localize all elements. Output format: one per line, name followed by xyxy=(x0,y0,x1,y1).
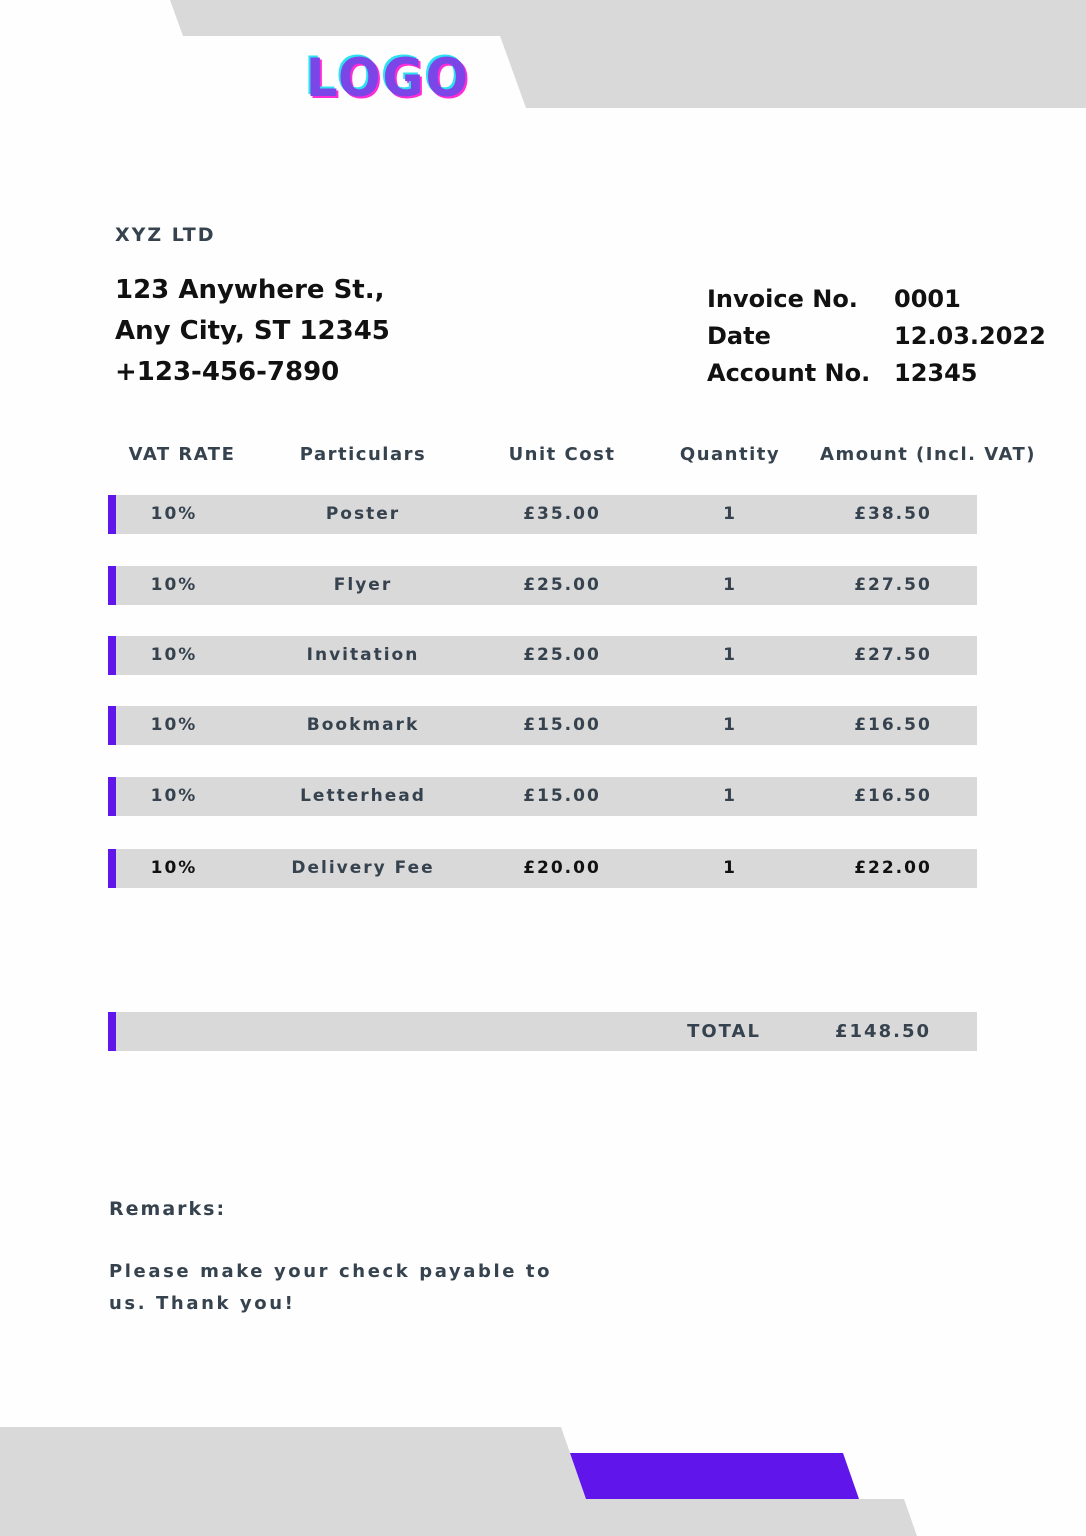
cell-amount: £27.50 xyxy=(854,575,932,595)
invoice-number-value: 0001 xyxy=(894,285,961,313)
cell-qty: 1 xyxy=(723,715,737,735)
cell-vat: 10% xyxy=(150,858,198,878)
cell-qty: 1 xyxy=(723,645,737,665)
phone-number: +123-456-7890 xyxy=(115,357,340,387)
invoice-date-value: 12.03.2022 xyxy=(894,322,1046,350)
invoice-date-label: Date xyxy=(707,322,771,350)
cell-qty: 1 xyxy=(723,786,737,806)
total-label: TOTAL xyxy=(687,1021,761,1042)
row-accent-bar xyxy=(108,849,116,888)
total-value: £148.50 xyxy=(835,1021,931,1042)
cell-amount: £27.50 xyxy=(854,645,932,665)
cell-particular: Poster xyxy=(325,504,401,524)
cell-unit-cost: £25.00 xyxy=(523,645,601,665)
cell-unit-cost: £20.00 xyxy=(523,858,601,878)
row-accent-bar xyxy=(108,636,116,675)
table-row xyxy=(108,706,977,745)
cell-vat: 10% xyxy=(150,645,198,665)
cell-unit-cost: £25.00 xyxy=(523,575,601,595)
header-amount: Amount (Incl. VAT) xyxy=(820,444,1036,465)
invoice-date-row xyxy=(707,318,1046,355)
cell-qty: 1 xyxy=(723,858,737,878)
invoice-meta xyxy=(707,281,1046,392)
cell-vat: 10% xyxy=(150,504,198,524)
cell-amount: £16.50 xyxy=(854,715,932,735)
address-line-2: Any City, ST 12345 xyxy=(115,316,390,346)
account-number-value: 12345 xyxy=(894,359,978,387)
address-line-1: 123 Anywhere St., xyxy=(115,275,385,305)
cell-particular: Flyer xyxy=(333,575,393,595)
cell-unit-cost: £35.00 xyxy=(523,504,601,524)
row-accent-bar xyxy=(108,1012,116,1051)
cell-unit-cost: £15.00 xyxy=(523,786,601,806)
company-address xyxy=(115,270,390,393)
total-row xyxy=(108,1012,977,1051)
cell-amount: £22.00 xyxy=(854,858,932,878)
row-accent-bar xyxy=(108,777,116,816)
table-row xyxy=(108,777,977,816)
table-row xyxy=(108,636,977,675)
row-accent-bar xyxy=(108,566,116,605)
account-number-label: Account No. xyxy=(707,359,871,387)
header-unit-cost: Unit Cost xyxy=(508,444,616,465)
cell-particular: Invitation xyxy=(306,645,420,665)
remarks-title: Remarks: xyxy=(109,1198,227,1220)
account-number-row xyxy=(707,355,1046,392)
table-row xyxy=(108,495,977,534)
header-particulars: Particulars xyxy=(299,444,427,465)
invoice-number-row xyxy=(707,281,1046,318)
cell-particular: Letterhead xyxy=(300,786,426,806)
invoice-number-label: Invoice No. xyxy=(707,285,858,313)
cell-particular: Delivery Fee xyxy=(291,858,435,878)
cell-particular: Bookmark xyxy=(306,715,420,735)
cell-qty: 1 xyxy=(723,575,737,595)
company-name: XYZ LTD xyxy=(115,224,216,246)
cell-vat: 10% xyxy=(150,786,198,806)
row-accent-bar xyxy=(108,495,116,534)
cell-vat: 10% xyxy=(150,575,198,595)
table-row xyxy=(108,849,977,888)
cell-amount: £38.50 xyxy=(854,504,932,524)
row-accent-bar xyxy=(108,706,116,745)
logo: LOGO xyxy=(305,47,471,109)
cell-unit-cost: £15.00 xyxy=(523,715,601,735)
header-quantity: Quantity xyxy=(679,444,781,465)
header-vat-rate: VAT RATE xyxy=(128,444,236,465)
cell-vat: 10% xyxy=(150,715,198,735)
cell-qty: 1 xyxy=(723,504,737,524)
cell-amount: £16.50 xyxy=(854,786,932,806)
footer-purple-shape xyxy=(570,1453,859,1499)
remarks-text: Please make your check payable to us. Thank you! xyxy=(109,1261,553,1314)
table-row xyxy=(108,566,977,605)
